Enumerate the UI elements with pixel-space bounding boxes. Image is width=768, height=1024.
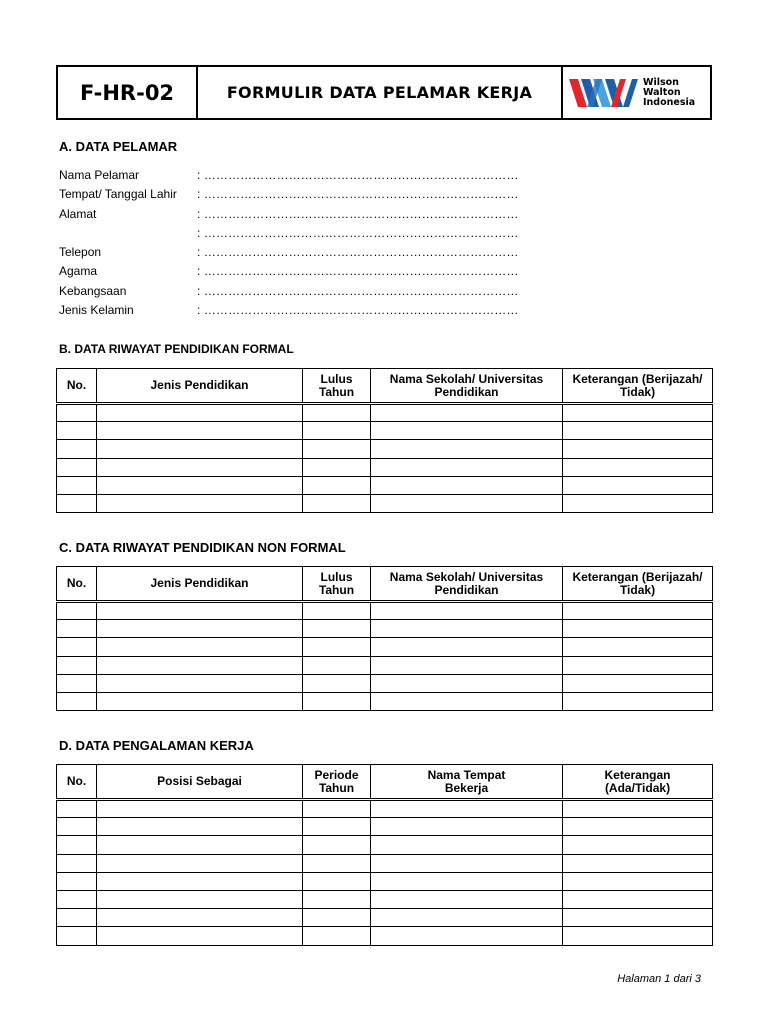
table-cell[interactable] — [97, 458, 303, 476]
table-cell[interactable] — [563, 620, 713, 638]
field-label-telepon: Telepon — [59, 245, 102, 259]
col-header-no: No. — [57, 567, 97, 602]
table-cell[interactable] — [57, 656, 97, 674]
table-cell[interactable] — [563, 656, 713, 674]
table-cell[interactable] — [57, 440, 97, 458]
form-title: FORMULIR DATA PELAMAR KERJA — [198, 67, 563, 118]
table-cell[interactable] — [57, 909, 97, 927]
col-header-nama-tempat: Nama Tempat Bekerja — [371, 765, 563, 800]
table-cell[interactable] — [303, 602, 371, 620]
table-cell[interactable] — [57, 494, 97, 512]
table-cell[interactable] — [371, 440, 563, 458]
table-cell[interactable] — [97, 927, 303, 945]
table-cell[interactable] — [563, 890, 713, 908]
field-input-alamat-2[interactable]: : …………………………………………………………………… — [197, 226, 519, 240]
table-cell[interactable] — [371, 692, 563, 710]
table-header-row — [57, 369, 713, 404]
wilson-walton-logo-mark — [569, 77, 639, 109]
table-row — [57, 692, 713, 710]
section-a-title: A. DATA PELAMAR — [59, 139, 178, 154]
table-cell[interactable] — [303, 927, 371, 945]
table-cell[interactable] — [57, 890, 97, 908]
table-cell[interactable] — [97, 818, 303, 836]
table-cell[interactable] — [371, 638, 563, 656]
table-cell[interactable] — [563, 836, 713, 854]
table-cell[interactable] — [57, 854, 97, 872]
table-cell[interactable] — [371, 909, 563, 927]
field-input-kebangsaan[interactable]: : …………………………………………………………………… — [197, 284, 519, 298]
table-cell[interactable] — [371, 458, 563, 476]
col-header-posisi: Posisi Sebagai — [97, 765, 303, 800]
table-cell[interactable] — [563, 872, 713, 890]
table-row — [57, 800, 713, 818]
table-cell[interactable] — [371, 602, 563, 620]
table-row — [57, 638, 713, 656]
col-header-lulus-tahun: Lulus Tahun — [303, 369, 371, 404]
table-row — [57, 440, 713, 458]
table-cell[interactable] — [57, 818, 97, 836]
table-cell[interactable] — [303, 818, 371, 836]
table-cell[interactable] — [97, 674, 303, 692]
col-header-keterangan: Keterangan (Ada/Tidak) — [563, 765, 713, 800]
table-cell[interactable] — [563, 638, 713, 656]
section-d-title: D. DATA PENGALAMAN KERJA — [59, 738, 254, 753]
table-cell[interactable] — [97, 854, 303, 872]
form-header — [56, 65, 712, 120]
table-cell[interactable] — [371, 494, 563, 512]
field-input-alamat[interactable]: : …………………………………………………………………… — [197, 207, 519, 221]
table-cell[interactable] — [57, 674, 97, 692]
table-cell[interactable] — [303, 440, 371, 458]
table-cell[interactable] — [97, 602, 303, 620]
logo-line-1: Wilson — [643, 76, 679, 88]
table-row — [57, 458, 713, 476]
field-label-alamat: Alamat — [59, 207, 97, 221]
table-cell[interactable] — [57, 927, 97, 945]
table-cell[interactable] — [371, 476, 563, 494]
table-cell[interactable] — [371, 872, 563, 890]
table-cell[interactable] — [303, 458, 371, 476]
field-label-ttl: Tempat/ Tanggal Lahir — [59, 187, 177, 201]
table-cell[interactable] — [371, 674, 563, 692]
table-row — [57, 890, 713, 908]
table-row — [57, 602, 713, 620]
table-row — [57, 854, 713, 872]
table-cell[interactable] — [563, 602, 713, 620]
table-cell[interactable] — [97, 656, 303, 674]
table-cell[interactable] — [303, 476, 371, 494]
table-cell[interactable] — [563, 692, 713, 710]
table-cell[interactable] — [303, 638, 371, 656]
table-cell[interactable] — [303, 494, 371, 512]
education-nonformal-table — [56, 566, 713, 711]
table-cell[interactable] — [563, 909, 713, 927]
table-cell[interactable] — [57, 872, 97, 890]
table-cell[interactable] — [303, 800, 371, 818]
table-cell[interactable] — [303, 674, 371, 692]
table-row — [57, 656, 713, 674]
table-cell[interactable] — [57, 800, 97, 818]
education-formal-table — [56, 368, 713, 513]
col-header-jenis-pendidikan: Jenis Pendidikan — [97, 369, 303, 404]
col-header-lulus-tahun: Lulus Tahun — [303, 567, 371, 602]
table-cell[interactable] — [57, 692, 97, 710]
table-cell[interactable] — [371, 836, 563, 854]
table-cell[interactable] — [371, 800, 563, 818]
table-cell[interactable] — [303, 620, 371, 638]
logo-text — [643, 78, 695, 108]
col-header-keterangan: Keterangan (Berijazah/ Tidak) — [563, 567, 713, 602]
table-cell[interactable] — [57, 458, 97, 476]
table-cell[interactable] — [563, 476, 713, 494]
table-row — [57, 494, 713, 512]
table-cell[interactable] — [303, 854, 371, 872]
field-label-kebangsaan: Kebangsaan — [59, 284, 127, 298]
table-cell[interactable] — [371, 422, 563, 440]
table-cell[interactable] — [563, 440, 713, 458]
table-row — [57, 909, 713, 927]
table-cell[interactable] — [57, 638, 97, 656]
table-cell[interactable] — [371, 927, 563, 945]
table-cell[interactable] — [563, 458, 713, 476]
page-number: Halaman 1 dari 3 — [617, 973, 701, 985]
col-header-keterangan: Keterangan (Berijazah/ Tidak) — [563, 369, 713, 404]
col-header-nama-sekolah: Nama Sekolah/ Universitas Pendidikan — [371, 567, 563, 602]
table-row — [57, 404, 713, 422]
table-cell[interactable] — [563, 422, 713, 440]
table-cell[interactable] — [563, 818, 713, 836]
table-cell[interactable] — [563, 927, 713, 945]
field-input-jenis-kelamin[interactable]: : …………………………………………………………………… — [197, 303, 519, 317]
table-cell[interactable] — [371, 818, 563, 836]
table-cell[interactable] — [97, 440, 303, 458]
table-cell[interactable] — [303, 692, 371, 710]
table-cell[interactable] — [371, 404, 563, 422]
table-cell[interactable] — [563, 674, 713, 692]
table-row — [57, 872, 713, 890]
field-input-agama[interactable]: : …………………………………………………………………… — [197, 264, 519, 278]
table-cell[interactable] — [563, 494, 713, 512]
table-cell[interactable] — [563, 404, 713, 422]
table-cell[interactable] — [303, 909, 371, 927]
work-experience-table — [56, 764, 713, 946]
table-cell[interactable] — [97, 692, 303, 710]
table-cell[interactable] — [57, 476, 97, 494]
table-cell[interactable] — [57, 602, 97, 620]
table-header-row — [57, 567, 713, 602]
section-b-title: B. DATA RIWAYAT PENDIDIKAN FORMAL — [59, 342, 294, 356]
table-cell[interactable] — [97, 890, 303, 908]
col-header-no: No. — [57, 369, 97, 404]
table-cell[interactable] — [303, 656, 371, 674]
table-row — [57, 927, 713, 945]
logo-line-3: Indonesia — [643, 96, 696, 108]
field-label-nama: Nama Pelamar — [59, 168, 140, 182]
table-cell[interactable] — [371, 890, 563, 908]
table-row — [57, 422, 713, 440]
table-cell[interactable] — [57, 404, 97, 422]
col-header-jenis-pendidikan: Jenis Pendidikan — [97, 567, 303, 602]
table-cell[interactable] — [97, 494, 303, 512]
field-input-ttl[interactable]: : …………………………………………………………………… — [197, 187, 519, 201]
table-cell[interactable] — [563, 800, 713, 818]
col-header-nama-sekolah: Nama Sekolah/ Universitas Pendidikan — [371, 369, 563, 404]
table-row — [57, 620, 713, 638]
table-header-row — [57, 765, 713, 800]
section-c-title: C. DATA RIWAYAT PENDIDIKAN NON FORMAL — [59, 540, 346, 555]
table-cell[interactable] — [97, 422, 303, 440]
table-row — [57, 674, 713, 692]
company-logo — [563, 67, 710, 118]
table-row — [57, 818, 713, 836]
table-cell[interactable] — [303, 422, 371, 440]
table-cell[interactable] — [303, 404, 371, 422]
table-cell[interactable] — [563, 854, 713, 872]
logo-line-2: Walton — [643, 86, 681, 98]
col-header-periode-tahun: Periode Tahun — [303, 765, 371, 800]
table-row — [57, 836, 713, 854]
table-cell[interactable] — [57, 422, 97, 440]
table-cell[interactable] — [371, 656, 563, 674]
table-row — [57, 476, 713, 494]
table-cell[interactable] — [97, 836, 303, 854]
col-header-no: No. — [57, 765, 97, 800]
table-cell[interactable] — [57, 836, 97, 854]
table-cell[interactable] — [97, 620, 303, 638]
table-cell[interactable] — [97, 476, 303, 494]
table-cell[interactable] — [303, 836, 371, 854]
table-cell[interactable] — [97, 638, 303, 656]
field-input-telepon[interactable]: : …………………………………………………………………… — [197, 245, 519, 259]
table-cell[interactable] — [303, 872, 371, 890]
field-label-agama: Agama — [59, 264, 98, 278]
field-input-nama[interactable]: : …………………………………………………………………… — [197, 168, 519, 182]
table-cell[interactable] — [97, 404, 303, 422]
table-cell[interactable] — [57, 620, 97, 638]
table-cell[interactable] — [97, 909, 303, 927]
table-cell[interactable] — [303, 890, 371, 908]
table-cell[interactable] — [371, 854, 563, 872]
table-cell[interactable] — [97, 800, 303, 818]
table-cell[interactable] — [371, 620, 563, 638]
form-code: F-HR-02 — [58, 67, 198, 118]
field-label-jenis-kelamin: Jenis Kelamin — [59, 303, 134, 317]
table-cell[interactable] — [97, 872, 303, 890]
